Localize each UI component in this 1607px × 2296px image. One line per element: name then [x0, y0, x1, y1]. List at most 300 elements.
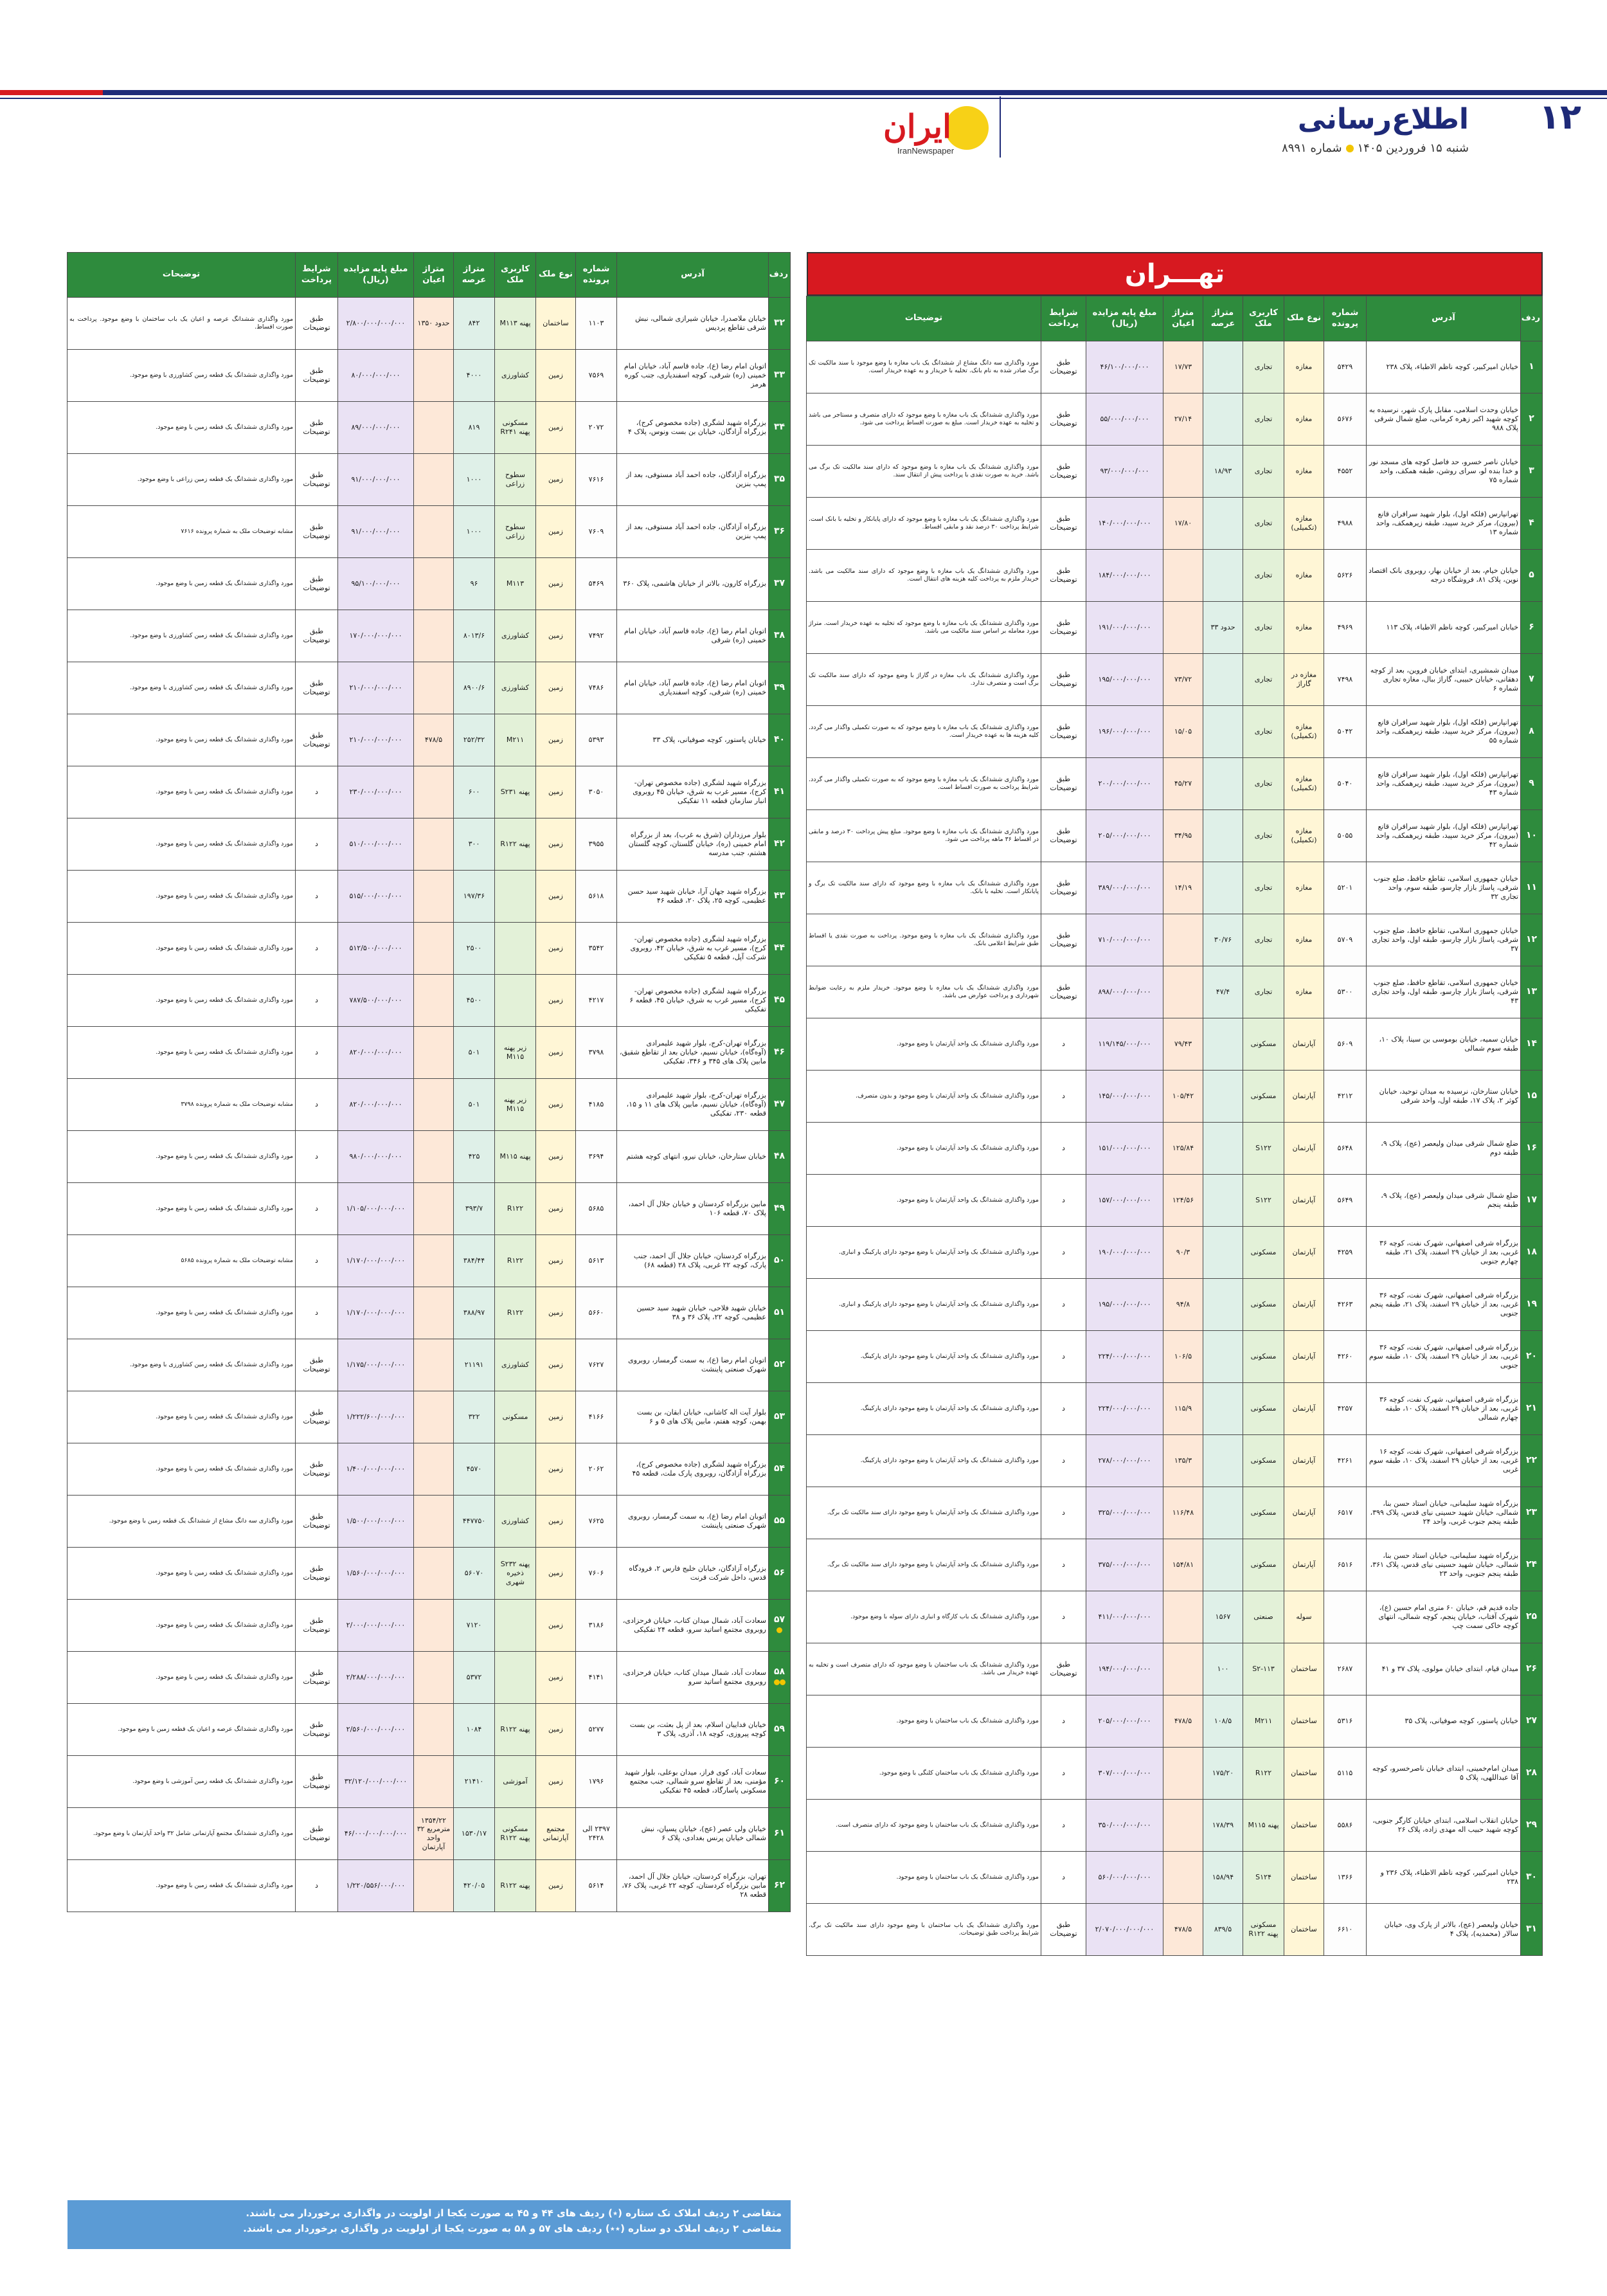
- address-cell-text: بزرگراه کردستان، خیابان جلال آل احمد، جنب پارک، کوچه ۲۲ غربی، پلاک ۲۸ (قطعه ۶۸): [633, 1252, 766, 1269]
- file-number-cell: [1324, 550, 1367, 602]
- land-area-cell: [1203, 1018, 1243, 1071]
- row-number-text: ۳۸: [773, 630, 786, 641]
- description-cell-text: مورد واگذاری ششدانگ یک واحد آپارتمان با وضع موجود.: [897, 1197, 1039, 1204]
- building-area-cell: [414, 818, 454, 871]
- file-number-cell-text: ۴۹۶۹: [1337, 623, 1353, 632]
- base-price-cell-text: ۱۵۱/۰۰۰/۰۰۰/۰۰۰: [1098, 1144, 1151, 1153]
- property-type-cell-text: زمین: [548, 1413, 563, 1422]
- base-price-cell: [1086, 341, 1163, 393]
- description-cell: [807, 602, 1041, 654]
- land-use-cell-text: R۱۲۲: [507, 1204, 524, 1213]
- base-price-cell: [338, 1079, 414, 1131]
- address-cell-text: خیابان جمهوری اسلامی، تقاطع حافظ، ضلع جنوب شرقی، پاساژ بازار چارسو، طبقه اول، واحد تجاری ۴۳: [1372, 979, 1518, 1005]
- table-row: [807, 1748, 1543, 1800]
- table-row: [807, 862, 1543, 914]
- description-cell: [67, 402, 296, 454]
- row-number: [769, 1131, 791, 1183]
- address-cell: [617, 298, 769, 350]
- description-cell: [67, 1756, 296, 1808]
- row-number-text: ۱۲: [1525, 934, 1538, 945]
- building-area-cell: [414, 1860, 454, 1912]
- payment-terms-cell-text: طبق توضیحات: [303, 1564, 330, 1582]
- land-area-cell: [1203, 1227, 1243, 1279]
- row-number: [1521, 1279, 1543, 1331]
- address-cell-text: ضلع شمال شرقی میدان ولیعصر (عج)، پلاک ۹، طبقه پنجم: [1381, 1191, 1518, 1209]
- land-use-cell: [495, 454, 536, 506]
- file-number-cell-text: ۲۰۷۲: [588, 423, 604, 432]
- payment-terms-cell: [1041, 1435, 1086, 1487]
- base-price-cell: [1086, 1487, 1163, 1539]
- base-price-cell: [1086, 1071, 1163, 1123]
- file-number-cell-text: ۵۳۹۳: [588, 736, 604, 745]
- land-area-cell: [454, 662, 495, 714]
- land-area-cell: [1203, 1487, 1243, 1539]
- property-type-cell: [536, 1756, 576, 1808]
- payment-terms-cell-text: د: [1062, 1873, 1065, 1882]
- file-number-cell: [1324, 966, 1367, 1018]
- property-type-cell: [536, 766, 576, 818]
- description-cell: [807, 1591, 1041, 1643]
- address-cell: [1367, 1071, 1521, 1123]
- land-use-cell-text: کشاورزی: [501, 631, 529, 640]
- property-type-cell: [1284, 966, 1324, 1018]
- payment-terms-cell: [1041, 862, 1086, 914]
- property-type-cell: [1284, 758, 1324, 810]
- land-use-cell-text: M۲۱۱: [1254, 1717, 1273, 1726]
- row-number-text: ۲۲: [1525, 1455, 1538, 1466]
- land-use-cell: [1243, 1279, 1284, 1331]
- building-area-cell: [1163, 1175, 1203, 1227]
- file-number-cell: [1324, 1487, 1367, 1539]
- description-cell: [807, 1695, 1041, 1748]
- building-area-cell-text: ۳۴/۹۵: [1174, 831, 1192, 840]
- address-cell: [1367, 550, 1521, 602]
- file-number-cell: [1324, 1539, 1367, 1591]
- building-area-cell: [1163, 810, 1203, 862]
- land-area-cell: [1203, 1383, 1243, 1435]
- land-use-cell: [1243, 1227, 1284, 1279]
- address-cell-text: اتوبان امام رضا (ع)، جاده قاسم آباد، خیابان امام خمینی (ره) شرقی، کوچه اسفندیاری، جنب کوره هرمز: [624, 362, 766, 388]
- table-row: [67, 1808, 791, 1860]
- land-area-cell-text: ۴۴۷۷۵۰: [462, 1517, 486, 1526]
- description-cell-text: مورد واگذاری ششدانگ یک قطعه زمین کشاورزی با وضع موجود.: [130, 1361, 293, 1369]
- property-type-cell-text: مغازه: [1295, 623, 1313, 632]
- property-type-cell-text: زمین: [548, 996, 563, 1005]
- property-type-cell-text: مغازه: [1295, 415, 1313, 424]
- table-row: [807, 1331, 1543, 1383]
- base-price-cell-text: ۳۲/۱۲۰/۰۰۰/۰۰۰/۰۰۰: [344, 1777, 408, 1786]
- building-area-cell-text: ۱۵/۰۵: [1174, 727, 1192, 736]
- land-use-cell-text: S۱۲۲: [1255, 1196, 1271, 1205]
- base-price-cell: [1086, 1695, 1163, 1748]
- land-area-cell: [454, 1860, 495, 1912]
- land-use-cell: [495, 1704, 536, 1756]
- row-number-text: ۴۵: [773, 995, 786, 1006]
- address-cell: [1367, 1279, 1521, 1331]
- file-number-cell-text: ۵۵۸۶: [1337, 1821, 1353, 1830]
- description-cell: [67, 1808, 296, 1860]
- payment-terms-cell-text: طبق توضیحات: [303, 1616, 330, 1634]
- row-number: [1521, 1175, 1543, 1227]
- table-row: [67, 662, 791, 714]
- building-area-cell-text: ۱۱۶/۴۸: [1172, 1508, 1194, 1517]
- row-number: [769, 1860, 791, 1912]
- address-cell-text: سعادت آباد، شمال میدان کتاب، خیابان فرحزادی، روبروی مجتمع اساتید سرو: [622, 1668, 766, 1686]
- payment-terms-cell: [1041, 1643, 1086, 1695]
- payment-terms-cell: [296, 1027, 338, 1079]
- land-use-cell-text: مسکونی: [1250, 1352, 1277, 1361]
- description-cell-text: مورد واگذاری ششدانگ یک باب مغازه با وضع موجود. خریدار ملزم به رعایت ضوابط شهرداری و پرداخت عوارض می باشد.: [809, 984, 1039, 999]
- property-type-cell-text: آپارتمان: [1292, 1248, 1316, 1257]
- property-type-cell-text: زمین: [548, 371, 563, 380]
- base-price-cell: [1086, 758, 1163, 810]
- file-number-cell-text: ۵۶۷۶: [1337, 415, 1353, 424]
- payment-terms-cell-text: طبق توضیحات: [1050, 983, 1077, 1000]
- row-number-text: ۴۳: [773, 890, 786, 901]
- land-use-cell-text: مسکونی: [1250, 1560, 1277, 1569]
- row-number: [769, 1235, 791, 1287]
- property-type-cell-text: زمین: [548, 475, 563, 484]
- payment-terms-cell-text: د: [315, 1204, 318, 1213]
- address-cell-text: بزرگراه شهید لشگری (جاده مخصوص کرج)، بزرگراه آزادگان، روبروی پارک ملت، قطعه ۴۵: [632, 1460, 766, 1478]
- table-row: [67, 298, 791, 350]
- base-price-cell-text: ۸۰/۰۰۰/۰۰۰/۰۰۰: [351, 371, 400, 380]
- land-use-cell: [1243, 1748, 1284, 1800]
- land-use-cell-text: تجاری: [1254, 467, 1273, 476]
- property-type-cell-text: آپارتمان: [1292, 1456, 1316, 1465]
- base-price-cell-text: ۱۴۵/۰۰۰/۰۰۰/۰۰۰: [1098, 1092, 1151, 1101]
- column-header-description: توضیحات: [807, 296, 1041, 341]
- payment-terms-cell: [1041, 1695, 1086, 1748]
- property-type-cell: [1284, 1175, 1324, 1227]
- payment-terms-cell: [296, 610, 338, 662]
- building-area-cell: [414, 1600, 454, 1652]
- land-use-cell: [495, 298, 536, 350]
- row-number: [769, 1287, 791, 1339]
- description-cell: [67, 1079, 296, 1131]
- description-cell-text: مورد واگذاری ششدانگ یک قطعه زمین با وضع موجود.: [156, 840, 293, 848]
- land-area-cell: [1203, 1435, 1243, 1487]
- file-number-cell-text: ۵۷۰۹: [1337, 936, 1353, 945]
- land-area-cell: [1203, 654, 1243, 706]
- land-use-cell: [495, 1391, 536, 1443]
- base-price-cell-text: ۱۷۰/۰۰۰/۰۰۰/۰۰۰: [349, 631, 402, 640]
- land-use-cell-text: زیر پهنه M۱۱۵: [503, 1044, 527, 1061]
- file-number-cell-text: ۶۵۱۶: [1337, 1560, 1353, 1569]
- payment-terms-cell-text: طبق توضیحات: [303, 314, 330, 332]
- payment-terms-cell: [1041, 1748, 1086, 1800]
- payment-terms-cell: [296, 923, 338, 975]
- row-number-text: ۲۸: [1525, 1767, 1538, 1778]
- base-price-cell-text: ۱/۱۷۵/۰۰۰/۰۰۰/۰۰۰: [346, 1360, 406, 1369]
- description-cell-text: مورد واگذاری ششدانگ یک باب ساختمان کلنگی با وضع موجود.: [879, 1769, 1039, 1777]
- row-number-text: ۱۱: [1525, 882, 1538, 893]
- description-cell: [807, 1852, 1041, 1904]
- file-number-cell: [1324, 1279, 1367, 1331]
- property-type-cell: [536, 1339, 576, 1391]
- address-cell: [617, 1443, 769, 1496]
- file-number-cell: [576, 1860, 617, 1912]
- row-number: [1521, 602, 1543, 654]
- building-area-cell: [414, 1443, 454, 1496]
- land-use-cell: [495, 506, 536, 558]
- land-use-cell: [1243, 914, 1284, 966]
- table-row: [67, 1443, 791, 1496]
- land-area-cell: [1203, 1695, 1243, 1748]
- file-number-cell: [576, 298, 617, 350]
- file-number-cell: [576, 1287, 617, 1339]
- table-row: [807, 758, 1543, 810]
- land-area-cell: [1203, 706, 1243, 758]
- land-area-cell-text: ۹۶: [470, 579, 478, 588]
- row-number-text: ۴۷: [773, 1099, 786, 1110]
- land-area-cell: [1203, 498, 1243, 550]
- base-price-cell: [338, 1027, 414, 1079]
- file-number-cell: [576, 1600, 617, 1652]
- base-price-cell: [1086, 1227, 1163, 1279]
- land-area-cell-text: ۲۱۴۱۰: [464, 1777, 484, 1786]
- land-use-cell: [1243, 1800, 1284, 1852]
- file-number-cell-text: ۵۶۸۵: [588, 1204, 604, 1213]
- land-use-cell-text: R۱۲۲: [507, 1256, 524, 1265]
- row-number: [769, 1339, 791, 1391]
- building-area-cell: [414, 1079, 454, 1131]
- row-number: [769, 871, 791, 923]
- description-cell-text: مورد واگذاری ششدانگ یک قطعه زمین با وضع موجود.: [156, 1413, 293, 1421]
- land-use-cell-text: پهنه R۱۲۲: [500, 1881, 530, 1890]
- newspaper-logo[interactable]: [874, 106, 990, 158]
- description-cell-text: مورد واگذاری ششدانگ یک باب مغازه با وضع موجود که به صورت تکمیلی واگذار می گردد. شرایط پرداخت به صورت اقساط است.: [809, 776, 1039, 791]
- base-price-cell: [338, 350, 414, 402]
- base-price-cell-text: ۱/۵۰۰/۰۰۰/۰۰۰/۰۰۰: [346, 1517, 406, 1526]
- tehran-table-left: [67, 252, 791, 1912]
- payment-terms-cell: [296, 766, 338, 818]
- table-row: [807, 393, 1543, 446]
- building-area-cell: [414, 662, 454, 714]
- land-area-cell-text: ۴۵۰۰: [466, 996, 482, 1005]
- address-cell-text: بزرگراه شهید لشگری (جاده مخصوص تهران-کرج)، مسیر غرب به شرق، خیابان ۴۵ روبروی انبار سازمان قطعه ۱۱ تفکیکی: [633, 779, 766, 805]
- building-area-cell: [1163, 1331, 1203, 1383]
- address-cell-text: میدان قیام، ابتدای خیابان مولوی، پلاک ۳۷ و ۴۱: [1381, 1665, 1518, 1674]
- table-row: [807, 550, 1543, 602]
- payment-terms-cell: [296, 714, 338, 766]
- base-price-cell-text: ۲۰۰/۰۰۰/۰۰۰/۰۰۰: [1098, 779, 1151, 788]
- land-use-cell-text: تجاری: [1254, 675, 1273, 684]
- payment-terms-cell-text: د: [315, 1308, 318, 1317]
- column-header-payment-terms: شرایط پرداخت: [1041, 296, 1086, 341]
- description-cell-text: مورد واگذاری ششدانگ یک واحد آپارتمان با وضع موجود دارای پارکینگ.: [860, 1353, 1039, 1360]
- land-use-cell-text: پهنه R۱۲۲: [500, 1725, 530, 1734]
- base-price-cell-text: ۲/۰۷۰/۰۰۰/۰۰۰/۰۰۰: [1095, 1925, 1154, 1934]
- table-row: [67, 714, 791, 766]
- land-use-cell: [495, 766, 536, 818]
- description-cell: [67, 766, 296, 818]
- building-area-cell-text: ۴۷۸/۵: [1174, 1925, 1192, 1934]
- property-type-cell-text: زمین: [548, 1152, 563, 1161]
- payment-terms-cell-text: طبق توضیحات: [303, 1356, 330, 1373]
- base-price-cell: [338, 1860, 414, 1912]
- payment-terms-cell-text: طبق توضیحات: [1050, 775, 1077, 792]
- base-price-cell-text: ۵۵/۰۰۰/۰۰۰/۰۰۰: [1100, 415, 1149, 424]
- property-type-cell-text: زمین: [548, 579, 563, 588]
- land-use-cell-text: S۲-۱۱۳: [1252, 1665, 1275, 1674]
- row-number-text: ۳۴: [773, 422, 786, 433]
- property-type-cell-text: آپارتمان: [1292, 1560, 1316, 1569]
- property-type-cell-text: مغازه: [1295, 883, 1313, 892]
- priority-star-icon: [771, 1625, 788, 1637]
- building-area-cell: [1163, 393, 1203, 446]
- payment-terms-cell-text: د: [1062, 1144, 1065, 1153]
- auction-table-left: [67, 252, 791, 1912]
- file-number-cell-text: ۴۲۶۰: [1337, 1352, 1353, 1361]
- base-price-cell-text: ۳۷۵/۰۰۰/۰۰۰/۰۰۰: [1098, 1560, 1151, 1569]
- land-use-cell-text: تجاری: [1254, 831, 1273, 840]
- file-number-cell-text: ۴۵۵۲: [1337, 467, 1353, 476]
- row-number-text: ۱۶: [1525, 1143, 1538, 1153]
- base-price-cell: [1086, 1904, 1163, 1956]
- base-price-cell-text: ۱۹۴/۰۰۰/۰۰۰/۰۰۰: [1098, 1665, 1151, 1674]
- row-number-text: ۵۰: [773, 1255, 786, 1266]
- address-cell: [617, 1600, 769, 1652]
- land-use-cell-text: آموزشی: [503, 1777, 528, 1786]
- property-type-cell-text: مغازه: [1295, 936, 1313, 945]
- land-area-cell: [1203, 446, 1243, 498]
- land-use-cell: [495, 1652, 536, 1704]
- description-cell-text: مورد واگذاری ششدانگ یک باب مغازه با وضع موجود که دارای سند مالکیت تک برگ و پایانکار است. تخلیه با بانک.: [809, 880, 1039, 895]
- table-body: [807, 341, 1543, 1956]
- payment-terms-cell-text: طبق توضیحات: [303, 1825, 330, 1842]
- address-cell-text: بزرگراه شرقی اصفهانی، شهرک نفت، کوچه ۳۶ غربی، بعد از خیابان ۲۹ اسفند، پلاک ۲۱، طبقه پنجم جنوبی: [1369, 1291, 1518, 1317]
- base-price-cell-text: ۲۳۰/۰۰۰/۰۰۰/۰۰۰: [349, 788, 402, 797]
- file-number-cell-text: ۵۶۰۹: [1337, 1040, 1353, 1049]
- description-cell-text: مورد واگذاری ششدانگ یک قطعه زمین با وضع موجود.: [156, 1049, 293, 1056]
- land-use-cell-text: زیر پهنه M۱۱۵: [503, 1096, 527, 1113]
- row-number: [1521, 654, 1543, 706]
- description-cell: [67, 975, 296, 1027]
- base-price-cell: [338, 766, 414, 818]
- land-area-cell-text: ۴۲۵: [468, 1152, 480, 1161]
- address-cell-text: جاده قدیم قم، خیابان ۶۰ متری امام حسین (ع)، شهرک آفتاب، خیابان پنجم، کوچه شمالی، انتهای کوچه خاکی سمت چپ: [1378, 1604, 1518, 1630]
- row-number-text: ۶: [1529, 622, 1534, 633]
- description-cell-text: مورد واگذاری ششدانگ یک باب ساختمان با وضع موجود.: [896, 1874, 1039, 1881]
- payment-terms-cell: [296, 1652, 338, 1704]
- row-number-text: ۵۱: [773, 1307, 786, 1318]
- row-number-text: ۴۴: [773, 943, 786, 954]
- land-use-cell-text: مسکونی: [1250, 1092, 1277, 1101]
- base-price-cell: [338, 506, 414, 558]
- land-area-cell-text: ۵۶۰۷۰: [464, 1569, 484, 1578]
- land-area-cell: [454, 1548, 495, 1600]
- land-area-cell: [1203, 1331, 1243, 1383]
- base-price-cell: [338, 610, 414, 662]
- payment-terms-cell: [296, 402, 338, 454]
- payment-terms-cell-text: طبق توضیحات: [1050, 1921, 1077, 1938]
- property-type-cell: [1284, 914, 1324, 966]
- file-number-cell-text: ۴۱۴۱: [588, 1673, 604, 1682]
- building-area-cell: [414, 871, 454, 923]
- description-cell: [67, 454, 296, 506]
- payment-terms-cell-text: د: [315, 1048, 318, 1057]
- building-area-cell: [414, 454, 454, 506]
- property-type-cell: [536, 1496, 576, 1548]
- file-number-cell-text: ۱۷۹۶: [588, 1777, 604, 1786]
- land-area-cell: [1203, 1175, 1243, 1227]
- address-cell: [1367, 1383, 1521, 1435]
- description-cell: [807, 1123, 1041, 1175]
- row-number: [1521, 446, 1543, 498]
- land-use-cell: [495, 1287, 536, 1339]
- file-number-cell: [1324, 758, 1367, 810]
- address-cell: [617, 454, 769, 506]
- file-number-cell-text: ۳۰۵۰: [588, 788, 604, 797]
- land-use-cell: [495, 1079, 536, 1131]
- file-number-cell: [576, 454, 617, 506]
- land-use-cell: [1243, 862, 1284, 914]
- row-number: [1521, 966, 1543, 1018]
- row-number: [1521, 1904, 1543, 1956]
- file-number-cell: [576, 1652, 617, 1704]
- base-price-cell: [1086, 1175, 1163, 1227]
- land-area-cell: [454, 1235, 495, 1287]
- land-use-cell: [495, 662, 536, 714]
- file-number-cell-text: ۷۴۹۸: [1337, 675, 1353, 684]
- description-cell-text: مورد واگذاری ششدانگ یک باب مغازه با وضع موجود که دارای متصرف و مستاجر می باشد و تخلیه به عهده خریدار است. مبلغ به صورت اقساط پرداخت می شود.: [809, 411, 1039, 426]
- property-type-cell: [536, 923, 576, 975]
- property-type-cell: [536, 1391, 576, 1443]
- building-area-cell: [414, 766, 454, 818]
- table-row: [807, 1591, 1543, 1643]
- land-area-cell: [1203, 1071, 1243, 1123]
- building-area-cell: [1163, 966, 1203, 1018]
- description-cell-text: مشابه توضیحات ملک به شماره پرونده ۳۷۹۸: [181, 1101, 293, 1108]
- row-number: [769, 454, 791, 506]
- payment-terms-cell-text: د: [315, 840, 318, 849]
- description-cell: [807, 1643, 1041, 1695]
- land-area-cell-text: ۱۰۰۰: [466, 475, 482, 484]
- address-cell: [617, 402, 769, 454]
- address-cell: [1367, 341, 1521, 393]
- land-use-cell-text: تجاری: [1254, 623, 1273, 632]
- description-cell-text: مورد واگذاری ششدانگ یک قطعه زمین با وضع موجود.: [156, 1882, 293, 1890]
- building-area-cell: [1163, 1852, 1203, 1904]
- address-cell: [617, 1808, 769, 1860]
- table-row: [807, 1123, 1543, 1175]
- property-type-cell: [536, 506, 576, 558]
- description-cell-text: مورد واگذاری ششدانگ یک باب مغازه در گاراژ با وضع موجود که دارای سند مالکیت تک برگ است و متصرف ندارد.: [809, 672, 1039, 687]
- land-use-cell: [1243, 1695, 1284, 1748]
- file-number-cell: [1324, 1591, 1367, 1643]
- base-price-cell: [1086, 1800, 1163, 1852]
- description-cell: [807, 1487, 1041, 1539]
- row-number: [1521, 758, 1543, 810]
- land-use-cell-text: تجاری: [1254, 519, 1273, 528]
- description-cell: [807, 1435, 1041, 1487]
- table-row: [807, 446, 1543, 498]
- base-price-cell: [338, 558, 414, 610]
- property-type-cell-text: زمین: [548, 423, 563, 432]
- row-number-text: ۲: [1529, 413, 1534, 424]
- file-number-cell: [1324, 1695, 1367, 1748]
- land-area-cell: [454, 1131, 495, 1183]
- address-cell: [1367, 602, 1521, 654]
- address-cell-text: سعادت آباد، شمال میدان کتاب، خیابان فرحزادی، روبروی مجتمع اساتید سرو، قطعه ۲۴ تفکیکی: [622, 1616, 766, 1634]
- base-price-cell: [338, 454, 414, 506]
- building-area-cell: [414, 1339, 454, 1391]
- file-number-cell: [1324, 810, 1367, 862]
- table-row: [67, 350, 791, 402]
- address-cell: [1367, 393, 1521, 446]
- building-area-cell-text: ۱۱۵/۹: [1174, 1404, 1192, 1413]
